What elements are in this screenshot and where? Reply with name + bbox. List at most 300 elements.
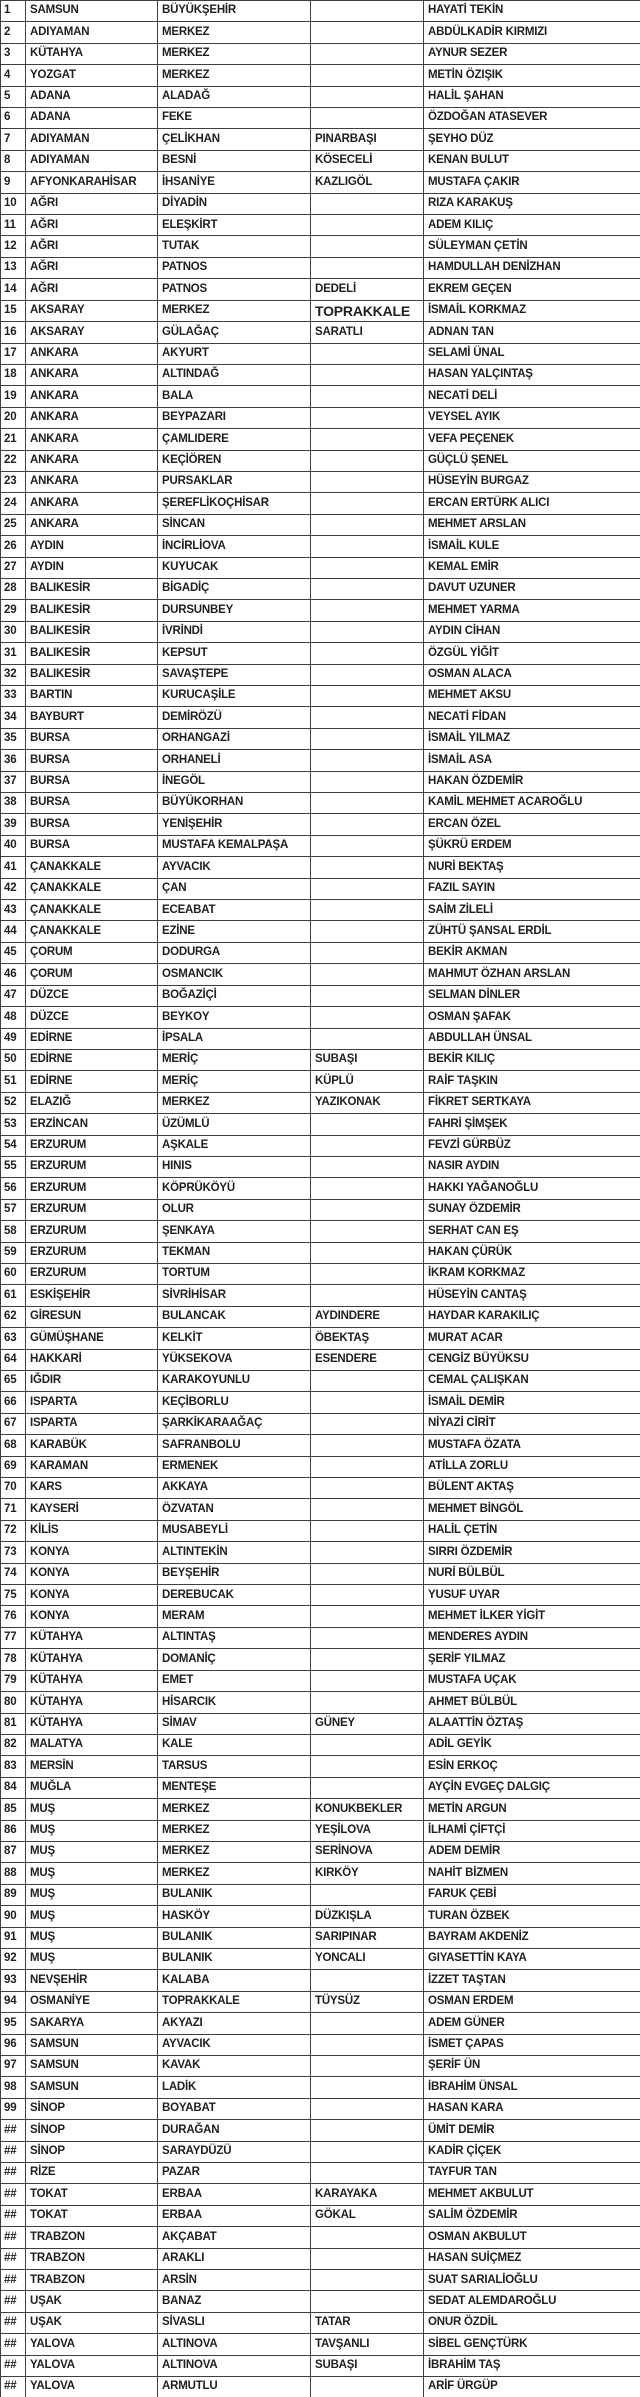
- cell-province[interactable]: UŞAK: [25, 2312, 157, 2333]
- cell-district[interactable]: TOPRAKKALE: [157, 1991, 310, 2012]
- cell-locality[interactable]: [310, 64, 423, 85]
- cell-province[interactable]: SAMSUN: [25, 2076, 157, 2097]
- cell-row-number[interactable]: 4: [0, 64, 25, 85]
- cell-province[interactable]: ADIYAMAN: [25, 128, 157, 149]
- cell-person-name[interactable]: MEHMET AKBULUT: [423, 2183, 640, 2204]
- cell-province[interactable]: ANKARA: [25, 450, 157, 471]
- cell-locality[interactable]: [310, 835, 423, 856]
- cell-person-name[interactable]: MUSTAFA UÇAK: [423, 1670, 640, 1691]
- cell-province[interactable]: ÇANAKKALE: [25, 899, 157, 920]
- cell-district[interactable]: MERİÇ: [157, 1070, 310, 1091]
- cell-person-name[interactable]: MURAT ACAR: [423, 1327, 640, 1348]
- cell-province[interactable]: AĞRI: [25, 257, 157, 278]
- cell-person-name[interactable]: TAYFUR TAN: [423, 2162, 640, 2183]
- cell-person-name[interactable]: İSMAİL ASA: [423, 749, 640, 770]
- cell-locality[interactable]: [310, 2248, 423, 2269]
- cell-province[interactable]: KARABÜK: [25, 1434, 157, 1455]
- cell-locality[interactable]: YAZIKONAK: [310, 1092, 423, 1113]
- cell-locality[interactable]: [310, 514, 423, 535]
- cell-row-number[interactable]: 96: [0, 2034, 25, 2055]
- cell-province[interactable]: KONYA: [25, 1541, 157, 1562]
- cell-province[interactable]: TRABZON: [25, 2248, 157, 2269]
- cell-person-name[interactable]: OSMAN AKBULUT: [423, 2226, 640, 2247]
- cell-locality[interactable]: [310, 214, 423, 235]
- cell-locality[interactable]: [310, 364, 423, 385]
- cell-district[interactable]: ERBAA: [157, 2205, 310, 2226]
- cell-person-name[interactable]: HAKAN ÖZDEMİR: [423, 771, 640, 792]
- cell-province[interactable]: ADANA: [25, 86, 157, 107]
- cell-person-name[interactable]: HAKAN ÇÜRÜK: [423, 1242, 640, 1263]
- cell-row-number[interactable]: 67: [0, 1413, 25, 1434]
- cell-locality[interactable]: [310, 1028, 423, 1049]
- cell-province[interactable]: MALATYA: [25, 1734, 157, 1755]
- cell-person-name[interactable]: BEKİR KILIÇ: [423, 1049, 640, 1070]
- cell-province[interactable]: MUŞ: [25, 1905, 157, 1926]
- cell-person-name[interactable]: SELAMİ ÜNAL: [423, 343, 640, 364]
- cell-province[interactable]: ERZURUM: [25, 1199, 157, 1220]
- cell-person-name[interactable]: HÜSEYİN BURGAZ: [423, 471, 640, 492]
- cell-province[interactable]: ANKARA: [25, 514, 157, 535]
- cell-row-number[interactable]: 32: [0, 664, 25, 685]
- cell-district[interactable]: BANAZ: [157, 2290, 310, 2311]
- cell-person-name[interactable]: MEHMET BİNGÖL: [423, 1498, 640, 1519]
- cell-province[interactable]: ESKİŞEHİR: [25, 1284, 157, 1305]
- cell-row-number[interactable]: 42: [0, 878, 25, 899]
- cell-person-name[interactable]: BAYRAM AKDENİZ: [423, 1927, 640, 1948]
- cell-locality[interactable]: [310, 1605, 423, 1626]
- cell-province[interactable]: MUĞLA: [25, 1777, 157, 1798]
- cell-province[interactable]: BURSA: [25, 813, 157, 834]
- cell-province[interactable]: KONYA: [25, 1563, 157, 1584]
- cell-locality[interactable]: SUBAŞI: [310, 2355, 423, 2376]
- cell-row-number[interactable]: 2: [0, 21, 25, 42]
- cell-district[interactable]: MERKEZ: [157, 1798, 310, 1819]
- cell-locality[interactable]: [310, 1541, 423, 1562]
- cell-province[interactable]: YALOVA: [25, 2333, 157, 2354]
- cell-person-name[interactable]: ERCAN ERTÜRK ALICI: [423, 492, 640, 513]
- cell-person-name[interactable]: ADEM GÜNER: [423, 2012, 640, 2033]
- cell-row-number[interactable]: ##: [0, 2376, 25, 2397]
- cell-province[interactable]: RİZE: [25, 2162, 157, 2183]
- cell-province[interactable]: YOZGAT: [25, 64, 157, 85]
- cell-province[interactable]: TOKAT: [25, 2205, 157, 2226]
- cell-row-number[interactable]: 83: [0, 1755, 25, 1776]
- cell-province[interactable]: ERZURUM: [25, 1242, 157, 1263]
- cell-person-name[interactable]: HALİL ÇETİN: [423, 1520, 640, 1541]
- cell-locality[interactable]: [310, 2162, 423, 2183]
- cell-district[interactable]: AKÇABAT: [157, 2226, 310, 2247]
- cell-district[interactable]: ÇAN: [157, 878, 310, 899]
- cell-district[interactable]: ŞARKİKARAAĞAÇ: [157, 1413, 310, 1434]
- cell-locality[interactable]: [310, 407, 423, 428]
- cell-locality[interactable]: [310, 1755, 423, 1776]
- cell-person-name[interactable]: MAHMUT ÖZHAN ARSLAN: [423, 963, 640, 984]
- cell-district[interactable]: KÖPRÜKÖYÜ: [157, 1177, 310, 1198]
- cell-district[interactable]: MUSTAFA KEMALPAŞA: [157, 835, 310, 856]
- cell-district[interactable]: AKYAZI: [157, 2012, 310, 2033]
- cell-district[interactable]: BALA: [157, 385, 310, 406]
- cell-row-number[interactable]: ##: [0, 2141, 25, 2162]
- cell-district[interactable]: KALE: [157, 1734, 310, 1755]
- cell-person-name[interactable]: ESİN ERKOÇ: [423, 1755, 640, 1776]
- cell-district[interactable]: İHSANİYE: [157, 171, 310, 192]
- cell-locality[interactable]: KAZLIGÖL: [310, 171, 423, 192]
- cell-person-name[interactable]: ÖZGÜL YİĞİT: [423, 642, 640, 663]
- cell-row-number[interactable]: 69: [0, 1456, 25, 1477]
- cell-person-name[interactable]: GIYASETTİN KAYA: [423, 1948, 640, 1969]
- cell-province[interactable]: ANKARA: [25, 385, 157, 406]
- cell-locality[interactable]: SARATLI: [310, 321, 423, 342]
- cell-district[interactable]: MUSABEYLİ: [157, 1520, 310, 1541]
- cell-person-name[interactable]: FAHRİ ŞİMŞEK: [423, 1113, 640, 1134]
- cell-row-number[interactable]: 97: [0, 2055, 25, 2076]
- cell-row-number[interactable]: 82: [0, 1734, 25, 1755]
- cell-district[interactable]: AKYURT: [157, 343, 310, 364]
- cell-locality[interactable]: [310, 2012, 423, 2033]
- cell-district[interactable]: PAZAR: [157, 2162, 310, 2183]
- cell-locality[interactable]: AYDINDERE: [310, 1306, 423, 1327]
- cell-district[interactable]: ÖZVATAN: [157, 1498, 310, 1519]
- cell-province[interactable]: YALOVA: [25, 2376, 157, 2397]
- cell-district[interactable]: ELEŞKİRT: [157, 214, 310, 235]
- cell-locality[interactable]: [310, 1006, 423, 1027]
- cell-person-name[interactable]: ERCAN ÖZEL: [423, 813, 640, 834]
- cell-person-name[interactable]: HAMDULLAH DENİZHAN: [423, 257, 640, 278]
- cell-province[interactable]: AĞRI: [25, 193, 157, 214]
- cell-province[interactable]: ISPARTA: [25, 1413, 157, 1434]
- cell-locality[interactable]: [310, 86, 423, 107]
- cell-province[interactable]: SAMSUN: [25, 0, 157, 21]
- cell-province[interactable]: ADANA: [25, 107, 157, 128]
- cell-person-name[interactable]: İSMAİL KORKMAZ: [423, 300, 640, 321]
- cell-row-number[interactable]: 31: [0, 642, 25, 663]
- cell-person-name[interactable]: KAMİL MEHMET ACAROĞLU: [423, 792, 640, 813]
- cell-locality[interactable]: KÜPLÜ: [310, 1070, 423, 1091]
- cell-row-number[interactable]: 46: [0, 963, 25, 984]
- cell-province[interactable]: ERZURUM: [25, 1220, 157, 1241]
- cell-row-number[interactable]: 59: [0, 1242, 25, 1263]
- cell-locality[interactable]: KÖSECELİ: [310, 150, 423, 171]
- cell-row-number[interactable]: 79: [0, 1670, 25, 1691]
- cell-province[interactable]: ERZURUM: [25, 1177, 157, 1198]
- cell-person-name[interactable]: FEVZİ GÜRBÜZ: [423, 1135, 640, 1156]
- cell-district[interactable]: MERKEZ: [157, 21, 310, 42]
- cell-row-number[interactable]: 80: [0, 1691, 25, 1712]
- cell-person-name[interactable]: NURİ BÜLBÜL: [423, 1563, 640, 1584]
- cell-province[interactable]: SİNOP: [25, 2119, 157, 2140]
- cell-row-number[interactable]: 62: [0, 1306, 25, 1327]
- cell-district[interactable]: AYVACIK: [157, 856, 310, 877]
- cell-row-number[interactable]: 22: [0, 450, 25, 471]
- cell-locality[interactable]: [310, 1734, 423, 1755]
- cell-district[interactable]: ŞENKAYA: [157, 1220, 310, 1241]
- cell-district[interactable]: OLUR: [157, 1199, 310, 1220]
- cell-row-number[interactable]: 66: [0, 1391, 25, 1412]
- cell-person-name[interactable]: ÜMİT DEMİR: [423, 2119, 640, 2140]
- cell-person-name[interactable]: ATİLLA ZORLU: [423, 1456, 640, 1477]
- cell-row-number[interactable]: 45: [0, 942, 25, 963]
- cell-locality[interactable]: [310, 2119, 423, 2140]
- cell-province[interactable]: SAMSUN: [25, 2055, 157, 2076]
- cell-locality[interactable]: [310, 878, 423, 899]
- cell-person-name[interactable]: FAZIL SAYIN: [423, 878, 640, 899]
- cell-row-number[interactable]: ##: [0, 2312, 25, 2333]
- cell-province[interactable]: ADIYAMAN: [25, 21, 157, 42]
- cell-person-name[interactable]: YUSUF UYAR: [423, 1584, 640, 1605]
- cell-row-number[interactable]: 64: [0, 1349, 25, 1370]
- cell-person-name[interactable]: ADNAN TAN: [423, 321, 640, 342]
- cell-person-name[interactable]: OSMAN ALACA: [423, 664, 640, 685]
- cell-row-number[interactable]: 11: [0, 214, 25, 235]
- cell-row-number[interactable]: 94: [0, 1991, 25, 2012]
- cell-person-name[interactable]: HALİL ŞAHAN: [423, 86, 640, 107]
- cell-district[interactable]: SİNCAN: [157, 514, 310, 535]
- cell-province[interactable]: ANKARA: [25, 364, 157, 385]
- cell-province[interactable]: KAYSERİ: [25, 1498, 157, 1519]
- cell-province[interactable]: AKSARAY: [25, 300, 157, 321]
- cell-province[interactable]: ERZURUM: [25, 1263, 157, 1284]
- cell-province[interactable]: MERSİN: [25, 1755, 157, 1776]
- cell-district[interactable]: BESNİ: [157, 150, 310, 171]
- cell-person-name[interactable]: SEDAT ALEMDAROĞLU: [423, 2290, 640, 2311]
- cell-locality[interactable]: [310, 1498, 423, 1519]
- cell-locality[interactable]: [310, 985, 423, 1006]
- cell-row-number[interactable]: 99: [0, 2098, 25, 2119]
- cell-locality[interactable]: [310, 1177, 423, 1198]
- cell-district[interactable]: DURSUNBEY: [157, 599, 310, 620]
- cell-person-name[interactable]: ABDÜLKADİR KIRMIZI: [423, 21, 640, 42]
- cell-locality[interactable]: [310, 621, 423, 642]
- cell-district[interactable]: BEYKOY: [157, 1006, 310, 1027]
- cell-person-name[interactable]: METİN ARGUN: [423, 1798, 640, 1819]
- cell-person-name[interactable]: GÜÇLÜ ŞENEL: [423, 450, 640, 471]
- cell-district[interactable]: LADİK: [157, 2076, 310, 2097]
- cell-person-name[interactable]: NECATİ DELİ: [423, 385, 640, 406]
- cell-row-number[interactable]: ##: [0, 2269, 25, 2290]
- cell-district[interactable]: BEYPAZARI: [157, 407, 310, 428]
- cell-district[interactable]: DOMANİÇ: [157, 1648, 310, 1669]
- cell-district[interactable]: PATNOS: [157, 278, 310, 299]
- cell-province[interactable]: MUŞ: [25, 1841, 157, 1862]
- cell-person-name[interactable]: ÖZDOĞAN ATASEVER: [423, 107, 640, 128]
- cell-district[interactable]: ECEABAT: [157, 899, 310, 920]
- cell-row-number[interactable]: 48: [0, 1006, 25, 1027]
- cell-locality[interactable]: TAVŞANLI: [310, 2333, 423, 2354]
- cell-locality[interactable]: [310, 2141, 423, 2162]
- cell-locality[interactable]: [310, 856, 423, 877]
- cell-province[interactable]: AĞRI: [25, 278, 157, 299]
- cell-district[interactable]: MERKEZ: [157, 1862, 310, 1883]
- cell-person-name[interactable]: ARİF ÜRGÜP: [423, 2376, 640, 2397]
- cell-person-name[interactable]: AYDIN CİHAN: [423, 621, 640, 642]
- cell-person-name[interactable]: AHMET BÜLBÜL: [423, 1691, 640, 1712]
- cell-province[interactable]: ÇANAKKALE: [25, 878, 157, 899]
- cell-district[interactable]: DURAĞAN: [157, 2119, 310, 2140]
- cell-province[interactable]: ANKARA: [25, 492, 157, 513]
- cell-district[interactable]: İNCİRLİOVA: [157, 535, 310, 556]
- cell-locality[interactable]: [310, 1691, 423, 1712]
- cell-person-name[interactable]: HASAN SUİÇMEZ: [423, 2248, 640, 2269]
- cell-row-number[interactable]: ##: [0, 2333, 25, 2354]
- cell-province[interactable]: BURSA: [25, 749, 157, 770]
- cell-locality[interactable]: [310, 1477, 423, 1498]
- cell-province[interactable]: BAYBURT: [25, 706, 157, 727]
- cell-locality[interactable]: [310, 963, 423, 984]
- cell-person-name[interactable]: SÜLEYMAN ÇETİN: [423, 235, 640, 256]
- cell-district[interactable]: BULANCAK: [157, 1306, 310, 1327]
- cell-row-number[interactable]: 86: [0, 1820, 25, 1841]
- cell-locality[interactable]: [310, 535, 423, 556]
- cell-locality[interactable]: [310, 1648, 423, 1669]
- cell-province[interactable]: AĞRI: [25, 235, 157, 256]
- cell-district[interactable]: TARSUS: [157, 1755, 310, 1776]
- cell-locality[interactable]: [310, 1156, 423, 1177]
- cell-district[interactable]: ERMENEK: [157, 1456, 310, 1477]
- cell-district[interactable]: BEYŞEHİR: [157, 1563, 310, 1584]
- cell-locality[interactable]: [310, 1563, 423, 1584]
- cell-row-number[interactable]: ##: [0, 2226, 25, 2247]
- cell-province[interactable]: AKSARAY: [25, 321, 157, 342]
- cell-locality[interactable]: [310, 193, 423, 214]
- cell-province[interactable]: ANKARA: [25, 407, 157, 428]
- cell-province[interactable]: KARAMAN: [25, 1456, 157, 1477]
- cell-locality[interactable]: [310, 2055, 423, 2076]
- cell-row-number[interactable]: 13: [0, 257, 25, 278]
- cell-row-number[interactable]: 8: [0, 150, 25, 171]
- cell-locality[interactable]: [310, 899, 423, 920]
- cell-province[interactable]: KONYA: [25, 1605, 157, 1626]
- cell-row-number[interactable]: 10: [0, 193, 25, 214]
- cell-row-number[interactable]: ##: [0, 2248, 25, 2269]
- cell-district[interactable]: AKKAYA: [157, 1477, 310, 1498]
- cell-province[interactable]: DÜZCE: [25, 985, 157, 1006]
- cell-district[interactable]: YÜKSEKOVA: [157, 1349, 310, 1370]
- cell-row-number[interactable]: 65: [0, 1370, 25, 1391]
- cell-district[interactable]: BOYABAT: [157, 2098, 310, 2119]
- cell-person-name[interactable]: İSMAİL KULE: [423, 535, 640, 556]
- cell-person-name[interactable]: VEYSEL AYIK: [423, 407, 640, 428]
- cell-province[interactable]: KÜTAHYA: [25, 43, 157, 64]
- cell-person-name[interactable]: KADİR ÇİÇEK: [423, 2141, 640, 2162]
- cell-province[interactable]: BURSA: [25, 835, 157, 856]
- cell-province[interactable]: KONYA: [25, 1584, 157, 1605]
- cell-district[interactable]: ORHANGAZİ: [157, 728, 310, 749]
- cell-district[interactable]: MENTEŞE: [157, 1777, 310, 1798]
- cell-row-number[interactable]: 26: [0, 535, 25, 556]
- cell-locality[interactable]: [310, 942, 423, 963]
- cell-row-number[interactable]: 52: [0, 1092, 25, 1113]
- cell-district[interactable]: SİVASLI: [157, 2312, 310, 2333]
- cell-locality[interactable]: [310, 920, 423, 941]
- cell-province[interactable]: ISPARTA: [25, 1391, 157, 1412]
- cell-person-name[interactable]: HAKKI YAĞANOĞLU: [423, 1177, 640, 1198]
- cell-row-number[interactable]: 77: [0, 1627, 25, 1648]
- cell-locality[interactable]: [310, 1391, 423, 1412]
- cell-district[interactable]: SİMAV: [157, 1713, 310, 1734]
- cell-province[interactable]: YALOVA: [25, 2355, 157, 2376]
- cell-row-number[interactable]: 30: [0, 621, 25, 642]
- cell-locality[interactable]: [310, 664, 423, 685]
- cell-province[interactable]: EDİRNE: [25, 1049, 157, 1070]
- cell-row-number[interactable]: 68: [0, 1434, 25, 1455]
- cell-person-name[interactable]: HAYATİ TEKİN: [423, 0, 640, 21]
- cell-district[interactable]: ÇAMLIDERE: [157, 428, 310, 449]
- cell-person-name[interactable]: İLHAMİ ÇİFTÇİ: [423, 1820, 640, 1841]
- cell-district[interactable]: MERKEZ: [157, 1841, 310, 1862]
- cell-person-name[interactable]: EKREM GEÇEN: [423, 278, 640, 299]
- cell-locality[interactable]: ESENDERE: [310, 1349, 423, 1370]
- cell-person-name[interactable]: İSMET ÇAPAS: [423, 2034, 640, 2055]
- cell-person-name[interactable]: BÜLENT AKTAŞ: [423, 1477, 640, 1498]
- cell-province[interactable]: OSMANİYE: [25, 1991, 157, 2012]
- cell-district[interactable]: TUTAK: [157, 235, 310, 256]
- cell-person-name[interactable]: DAVUT UZUNER: [423, 578, 640, 599]
- cell-person-name[interactable]: NİYAZİ CİRİT: [423, 1413, 640, 1434]
- cell-province[interactable]: KÜTAHYA: [25, 1670, 157, 1691]
- cell-province[interactable]: BALIKESİR: [25, 578, 157, 599]
- cell-locality[interactable]: [310, 599, 423, 620]
- cell-locality[interactable]: [310, 235, 423, 256]
- cell-locality[interactable]: [310, 578, 423, 599]
- cell-province[interactable]: AYDIN: [25, 535, 157, 556]
- cell-row-number[interactable]: ##: [0, 2119, 25, 2140]
- cell-district[interactable]: EZİNE: [157, 920, 310, 941]
- cell-province[interactable]: ERZİNCAN: [25, 1113, 157, 1134]
- cell-district[interactable]: ERBAA: [157, 2183, 310, 2204]
- cell-person-name[interactable]: İZZET TAŞTAN: [423, 1969, 640, 1990]
- cell-province[interactable]: NEVŞEHİR: [25, 1969, 157, 1990]
- cell-district[interactable]: BOĞAZİÇİ: [157, 985, 310, 1006]
- cell-row-number[interactable]: 74: [0, 1563, 25, 1584]
- cell-locality[interactable]: YEŞİLOVA: [310, 1820, 423, 1841]
- cell-row-number[interactable]: 20: [0, 407, 25, 428]
- cell-locality[interactable]: [310, 1284, 423, 1305]
- cell-district[interactable]: KALABA: [157, 1969, 310, 1990]
- cell-locality[interactable]: SARIPINAR: [310, 1927, 423, 1948]
- cell-row-number[interactable]: 76: [0, 1605, 25, 1626]
- cell-row-number[interactable]: 88: [0, 1862, 25, 1883]
- cell-district[interactable]: DEREBUCAK: [157, 1584, 310, 1605]
- cell-row-number[interactable]: 16: [0, 321, 25, 342]
- cell-row-number[interactable]: 55: [0, 1156, 25, 1177]
- cell-district[interactable]: TEKMAN: [157, 1242, 310, 1263]
- cell-province[interactable]: KÜTAHYA: [25, 1713, 157, 1734]
- cell-row-number[interactable]: 43: [0, 899, 25, 920]
- cell-row-number[interactable]: 24: [0, 492, 25, 513]
- cell-province[interactable]: SAKARYA: [25, 2012, 157, 2033]
- cell-locality[interactable]: [310, 107, 423, 128]
- cell-person-name[interactable]: MEHMET YARMA: [423, 599, 640, 620]
- cell-person-name[interactable]: İBRAHİM TAŞ: [423, 2355, 640, 2376]
- cell-district[interactable]: ALTINOVA: [157, 2333, 310, 2354]
- cell-locality[interactable]: [310, 428, 423, 449]
- cell-person-name[interactable]: ZÜHTÜ ŞANSAL ERDİL: [423, 920, 640, 941]
- cell-row-number[interactable]: 7: [0, 128, 25, 149]
- cell-row-number[interactable]: 54: [0, 1135, 25, 1156]
- cell-locality[interactable]: GÜNEY: [310, 1713, 423, 1734]
- cell-locality[interactable]: [310, 792, 423, 813]
- cell-locality[interactable]: [310, 0, 423, 21]
- cell-person-name[interactable]: FARUK ÇEBİ: [423, 1884, 640, 1905]
- cell-locality[interactable]: YONCALI: [310, 1948, 423, 1969]
- cell-person-name[interactable]: AYNUR SEZER: [423, 43, 640, 64]
- cell-district[interactable]: KAVAK: [157, 2055, 310, 2076]
- cell-locality[interactable]: [310, 1777, 423, 1798]
- cell-locality[interactable]: KIRKÖY: [310, 1862, 423, 1883]
- cell-province[interactable]: BARTIN: [25, 685, 157, 706]
- cell-row-number[interactable]: 98: [0, 2076, 25, 2097]
- cell-person-name[interactable]: CEMAL ÇALIŞKAN: [423, 1370, 640, 1391]
